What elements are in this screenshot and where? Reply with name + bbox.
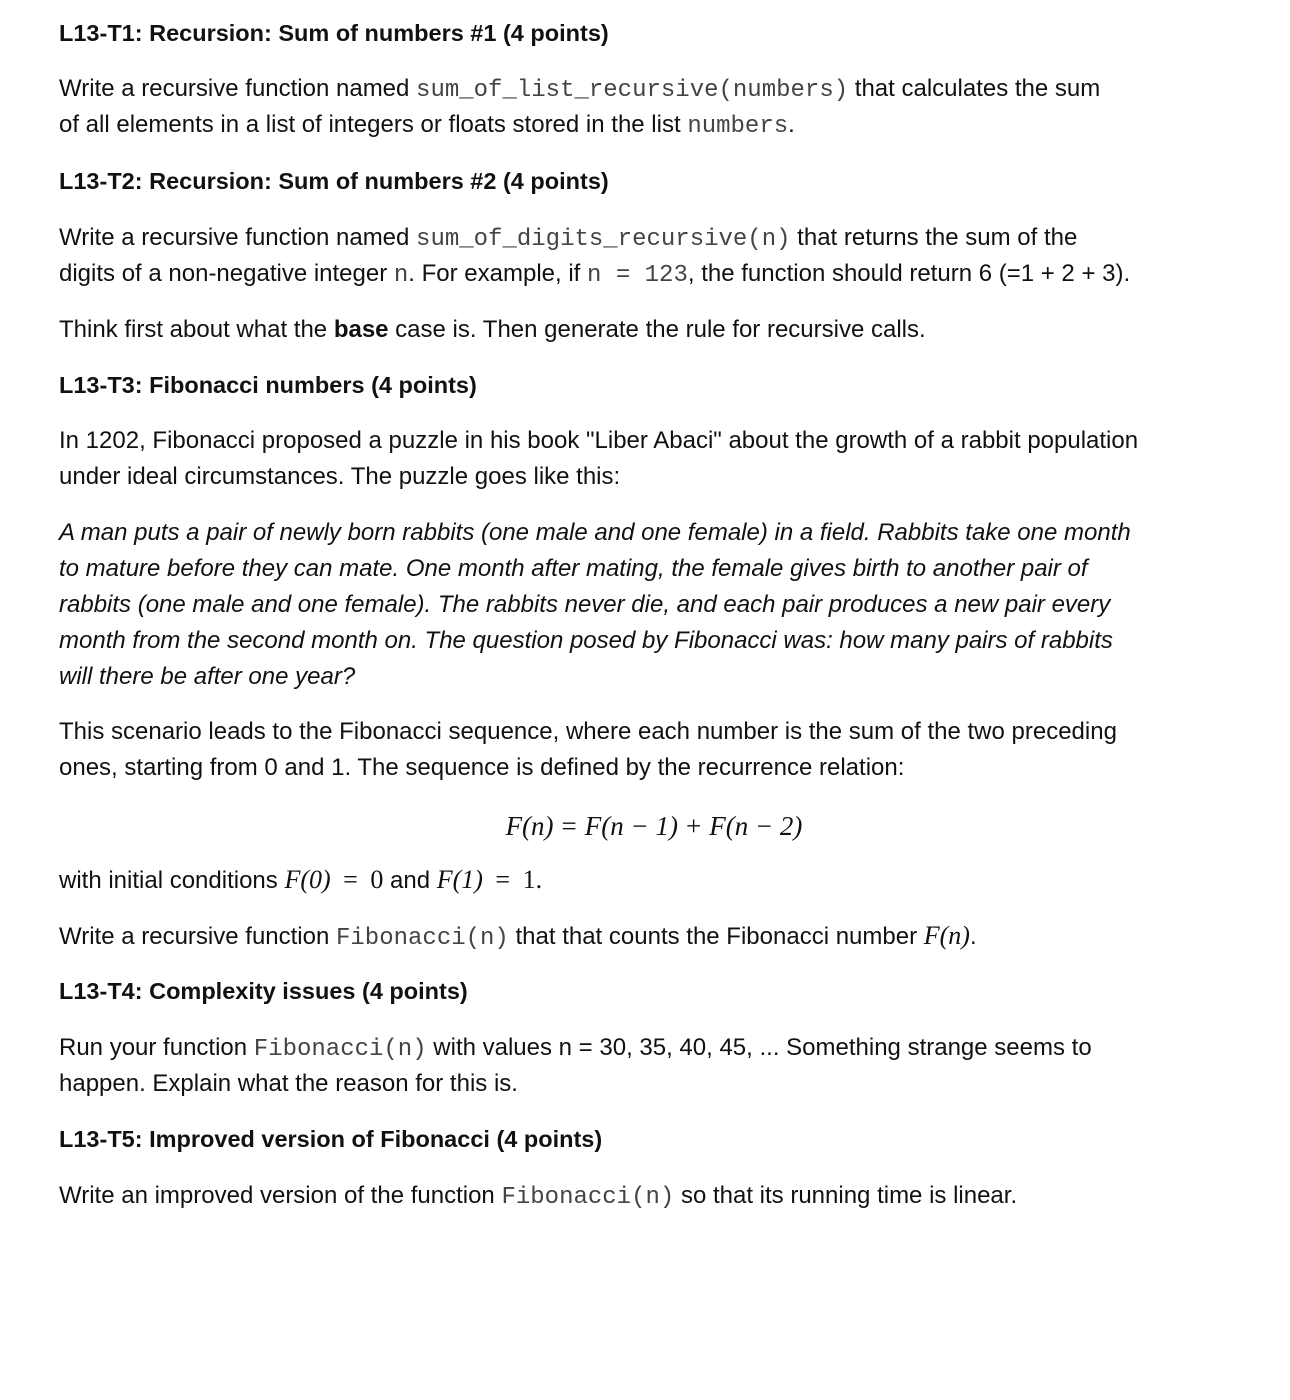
t2-paragraph-line-2 <box>59 256 1249 294</box>
text: case is. Then generate the rule for recursive calls. <box>388 316 926 343</box>
code-example: n = 123 <box>587 262 688 289</box>
text: that that counts the Fibonacci number <box>508 923 924 950</box>
equation-term-2: F(n − 2) <box>709 811 803 841</box>
text: that returns the sum of the <box>790 224 1078 251</box>
plus-sign: + <box>685 811 702 841</box>
t5-paragraph <box>59 1178 1249 1216</box>
math-fn: F(n) <box>923 921 970 950</box>
code-function-name: sum_of_list_recursive(numbers) <box>416 77 849 104</box>
text: , the function should return 6 (=1 + 2 + 3). <box>687 260 1131 287</box>
t3-quote-line-4: month from the second month on. The question posed by Fibonacci was: how many pairs of rabbits <box>59 627 1113 654</box>
text: Write a recursive function named <box>59 75 417 102</box>
equation-term-1: F(n − 1) <box>584 811 678 841</box>
t4-heading: L13-T4: Complexity issues (4 points) <box>59 978 468 1004</box>
text: and <box>383 867 437 894</box>
text: with initial conditions <box>59 867 285 894</box>
t3-quote-line-5: will there be after one year? <box>59 663 356 690</box>
text: that calculates the sum <box>848 75 1101 102</box>
code-function-name: Fibonacci(n) <box>253 1036 427 1063</box>
bold-text: base <box>333 316 389 343</box>
equals-sign: = <box>495 865 511 894</box>
code-function-name: Fibonacci(n) <box>336 925 509 952</box>
t5-heading: L13-T5: Improved version of Fibonacci (4 points) <box>59 1126 603 1152</box>
math-value: 0 <box>370 865 384 894</box>
text: Write an improved version of the function <box>59 1182 502 1209</box>
recurrence-equation <box>59 808 1249 844</box>
math-f0: F(0) <box>284 865 331 894</box>
math-value: 1. <box>522 865 543 894</box>
t1-paragraph-line-1 <box>59 71 1249 109</box>
t1-paragraph-line-2 <box>59 107 1249 145</box>
t3-heading: L13-T3: Fibonacci numbers (4 points) <box>59 372 477 398</box>
text: Write a recursive function named <box>59 224 417 251</box>
text: so that its running time is linear. <box>674 1182 1018 1209</box>
text: Think first about what the <box>59 316 334 343</box>
t3-intro-line-1: In 1202, Fibonacci proposed a puzzle in his book "Liber Abaci" about the growth of a rabbit population <box>59 427 1139 454</box>
code-function-name: sum_of_digits_recursive(n) <box>416 226 791 253</box>
math-f1: F(1) <box>436 865 483 894</box>
t2-heading: L13-T2: Recursion: Sum of numbers #2 (4 points) <box>59 168 609 194</box>
text: . <box>969 923 977 950</box>
t2-paragraph-line-1 <box>59 220 1249 258</box>
t2-hint <box>59 312 1249 348</box>
t4-paragraph-line-2: happen. Explain what the reason for this is. <box>59 1070 518 1097</box>
text: with values n = 30, 35, 40, 45, ... Something strange seems to <box>426 1034 1092 1061</box>
t3-quote-line-3: rabbits (one male and one female). The rabbits never die, and each pair produces a new pair every <box>59 591 1111 618</box>
text: . For example, if <box>408 260 588 287</box>
text: Run your function <box>59 1034 254 1061</box>
text: Write a recursive function <box>59 923 336 950</box>
t3-task <box>59 918 1249 957</box>
t3-intro-line-2: under ideal circumstances. The puzzle goes like this: <box>59 463 621 490</box>
t3-sequence-line-1: This scenario leads to the Fibonacci sequence, where each number is the sum of the two preceding <box>59 718 1117 745</box>
equation-lhs: F(n) <box>505 811 554 841</box>
t3-quote-line-2: to mature before they can mate. One month after mating, the female gives birth to another pair of <box>59 555 1088 582</box>
t3-sequence-line-2: ones, starting from 0 and 1. The sequence is defined by the recurrence relation: <box>59 754 905 781</box>
code-variable: numbers <box>687 113 789 140</box>
text: . <box>788 111 795 138</box>
t1-heading: L13-T1: Recursion: Sum of numbers #1 (4 points) <box>59 20 609 46</box>
t4-paragraph-line-1 <box>59 1030 1249 1068</box>
code-function-name: Fibonacci(n) <box>501 1184 675 1211</box>
t3-quote-line-1: A man puts a pair of newly born rabbits (one male and one female) in a field. Rabbits take one month <box>59 519 1131 546</box>
t3-initial-conditions <box>59 862 1249 899</box>
text: of all elements in a list of integers or floats stored in the list <box>59 111 688 138</box>
text: digits of a non-negative integer <box>59 260 394 287</box>
equals-sign: = <box>343 865 358 894</box>
equals-sign: = <box>561 811 577 841</box>
code-variable: n <box>393 262 409 289</box>
